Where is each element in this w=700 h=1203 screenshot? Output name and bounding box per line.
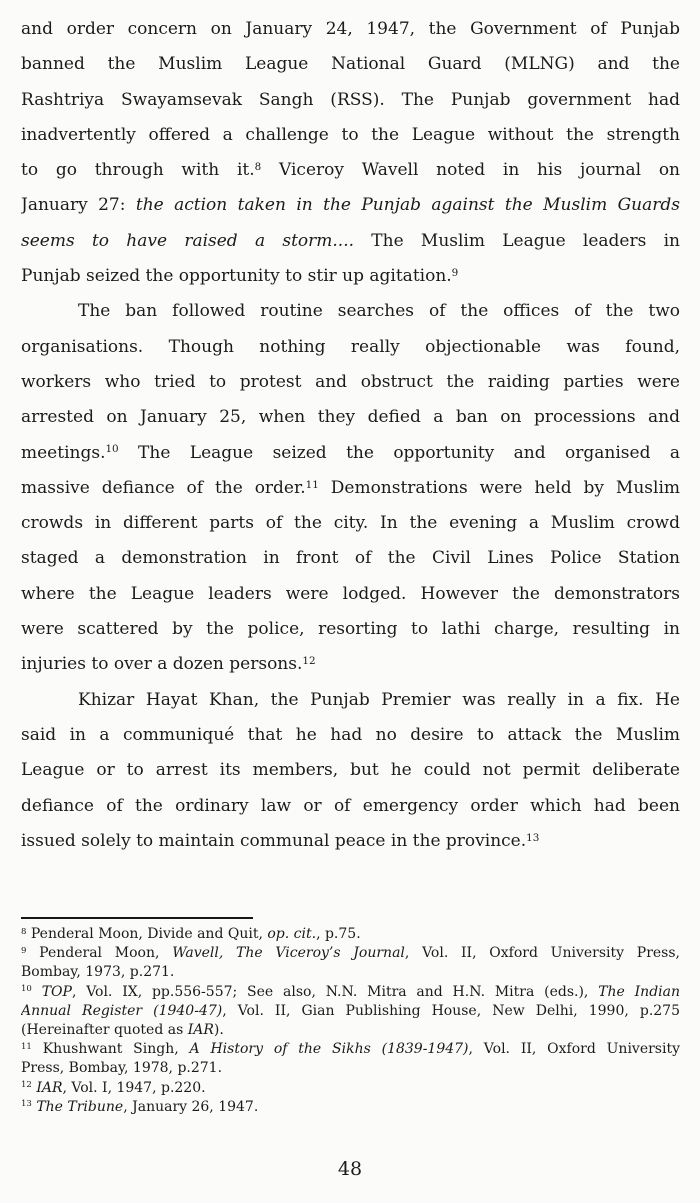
text-run: defiance of the ordinary law or of emergency order which had been bbox=[21, 795, 680, 816]
footnote-reference: 9 bbox=[451, 266, 459, 279]
body-line bbox=[21, 718, 680, 753]
body-line bbox=[21, 47, 680, 82]
text-run: Demonstrations were held by Muslim bbox=[318, 477, 680, 498]
text-run: said in a communiqué that he had no desire to attack the Muslim bbox=[21, 724, 680, 745]
text-run bbox=[32, 984, 42, 1000]
italic-text-run: op. cit. bbox=[267, 926, 317, 942]
footnote-line bbox=[21, 925, 680, 944]
text-run: arrested on January 25, when they defied a ban on processions and bbox=[21, 407, 680, 428]
italic-text-run: TOP bbox=[41, 983, 72, 1000]
text-run: Khizar Hayat Khan, the Punjab Premier was really in a fix. He bbox=[78, 689, 680, 710]
italic-text-run: The Tribune bbox=[36, 1098, 124, 1115]
body-line bbox=[21, 506, 680, 541]
body-line bbox=[21, 789, 680, 824]
footnote-reference: 9 bbox=[21, 945, 27, 956]
italic-text-run: IAR bbox=[36, 1079, 63, 1096]
body-line bbox=[21, 647, 680, 682]
body-line bbox=[21, 83, 680, 118]
body-line bbox=[21, 400, 680, 435]
footnote-reference: 11 bbox=[21, 1041, 32, 1052]
text-run: were scattered by the police, resorting to lathi charge, resulting in bbox=[21, 619, 680, 640]
footnote-reference: 12 bbox=[302, 655, 316, 668]
footnote-line bbox=[21, 1021, 680, 1040]
italic-text-run: IAR bbox=[187, 1021, 214, 1038]
body-line bbox=[21, 153, 680, 188]
body-line bbox=[21, 824, 680, 859]
italic-text-run: seems to have raised a storm.... bbox=[21, 230, 355, 251]
text-run: Rashtriya Swayamsevak Sangh (RSS). The Punjab government had bbox=[21, 89, 680, 110]
body-line bbox=[21, 294, 680, 329]
footnote-reference: 13 bbox=[526, 831, 540, 844]
text-run: The Muslim League leaders in bbox=[354, 230, 680, 251]
text-run: inadvertently offered a challenge to the League without the strength bbox=[21, 124, 680, 145]
footnote-reference: 12 bbox=[21, 1080, 32, 1091]
footnote-reference: 11 bbox=[305, 478, 319, 491]
text-run: organisations. Though nothing really objectionable was found, bbox=[21, 336, 680, 357]
italic-text-run: the action taken in the Punjab against the Muslim Guards bbox=[135, 195, 680, 216]
text-run: (Hereinafter quoted as bbox=[21, 1021, 188, 1038]
text-run: , Vol. I, 1947, p.220. bbox=[62, 1079, 206, 1096]
footnotes bbox=[21, 925, 680, 1117]
text-run: where the League leaders were lodged. However the demonstrators bbox=[21, 583, 680, 604]
text-run: League or to arrest its members, but he could not permit deliberate bbox=[21, 760, 680, 781]
italic-text-run: Wavell, The Viceroy’s Journal bbox=[172, 945, 405, 962]
footnote-reference: 8 bbox=[254, 161, 262, 174]
italic-text-run: The Indian bbox=[598, 983, 680, 1000]
text-run: staged a demonstration in front of the Civil Lines Police Station bbox=[21, 548, 680, 569]
body-line bbox=[21, 330, 680, 365]
body-line bbox=[21, 541, 680, 576]
text-run: issued solely to maintain communal peace in the province. bbox=[21, 830, 527, 851]
body-line bbox=[21, 612, 680, 647]
text-run: to go through with it. bbox=[21, 160, 255, 181]
page-number: 48 bbox=[337, 1158, 363, 1180]
text-run: injuries to over a dozen persons. bbox=[21, 654, 303, 675]
italic-text-run: A History of the Sikhs (1839-1947) bbox=[189, 1041, 469, 1058]
text-run: banned the Muslim League National Guard (MLNG) and the bbox=[21, 54, 680, 75]
footnote-reference: 8 bbox=[21, 926, 27, 937]
text-run: Press, Bombay, 1978, p.271. bbox=[21, 1060, 223, 1077]
text-run: Viceroy Wavell noted in his journal on bbox=[261, 160, 680, 181]
body-line bbox=[21, 365, 680, 400]
italic-text-run: Annual Register (1940-47) bbox=[21, 1002, 223, 1019]
footnote-line bbox=[21, 1040, 680, 1059]
text-run: The League seized the opportunity and organised a bbox=[118, 442, 680, 463]
body-line bbox=[21, 188, 680, 223]
body-line bbox=[21, 436, 680, 471]
body-line bbox=[21, 683, 680, 718]
text-run: , p.75. bbox=[316, 926, 361, 942]
footnote-line bbox=[21, 1098, 680, 1117]
text-run: , Vol. IX, pp.556-557; See also, N.N. Mitra and H.N. Mitra (eds.), bbox=[71, 983, 599, 1000]
text-run: Khushwant Singh, bbox=[31, 1041, 190, 1058]
footnote-reference: 10 bbox=[21, 984, 32, 995]
text-run: and order concern on January 24, 1947, the Government of Punjab bbox=[21, 19, 680, 39]
text-run: , Vol. II, Gian Publishing House, New Delhi, 1990, p.275 bbox=[222, 1002, 680, 1019]
body-line bbox=[21, 577, 680, 612]
text-run: January 27: bbox=[21, 195, 136, 216]
text-run: crowds in different parts of the city. In the evening a Muslim crowd bbox=[21, 513, 680, 534]
footnote-reference: 10 bbox=[105, 443, 119, 456]
text-run: massive defiance of the order. bbox=[21, 477, 306, 498]
text-run: ). bbox=[213, 1021, 224, 1038]
text-run: Penderal Moon, Divide and Quit, bbox=[26, 926, 268, 942]
body-text bbox=[21, 12, 680, 859]
body-line bbox=[21, 259, 680, 294]
body-line bbox=[21, 224, 680, 259]
footnote-reference: 13 bbox=[21, 1099, 32, 1110]
footnote-separator bbox=[21, 917, 253, 919]
body-line bbox=[21, 12, 680, 47]
body-line bbox=[21, 118, 680, 153]
text-run: , Vol. II, Oxford University Press, bbox=[404, 945, 680, 962]
text-run: meetings. bbox=[21, 442, 106, 463]
text-run: Punjab seized the opportunity to stir up agitation. bbox=[21, 266, 452, 287]
footnote-line bbox=[21, 1059, 680, 1078]
footnote-line bbox=[21, 963, 680, 982]
text-run: , Vol. II, Oxford University bbox=[468, 1041, 680, 1058]
body-line bbox=[21, 753, 680, 788]
footnote-line bbox=[21, 983, 680, 1002]
footnote-line bbox=[21, 944, 680, 963]
text-run: The ban followed routine searches of the offices of the two bbox=[78, 301, 680, 322]
footnote-line bbox=[21, 1079, 680, 1098]
footnote-line bbox=[21, 1002, 680, 1021]
text-run: workers who tried to protest and obstruct the raiding parties were bbox=[21, 371, 680, 392]
text-run: , January 26, 1947. bbox=[123, 1098, 259, 1115]
text-run: Bombay, 1973, p.271. bbox=[21, 964, 175, 981]
text-run: Penderal Moon, bbox=[26, 945, 173, 962]
body-line bbox=[21, 471, 680, 506]
